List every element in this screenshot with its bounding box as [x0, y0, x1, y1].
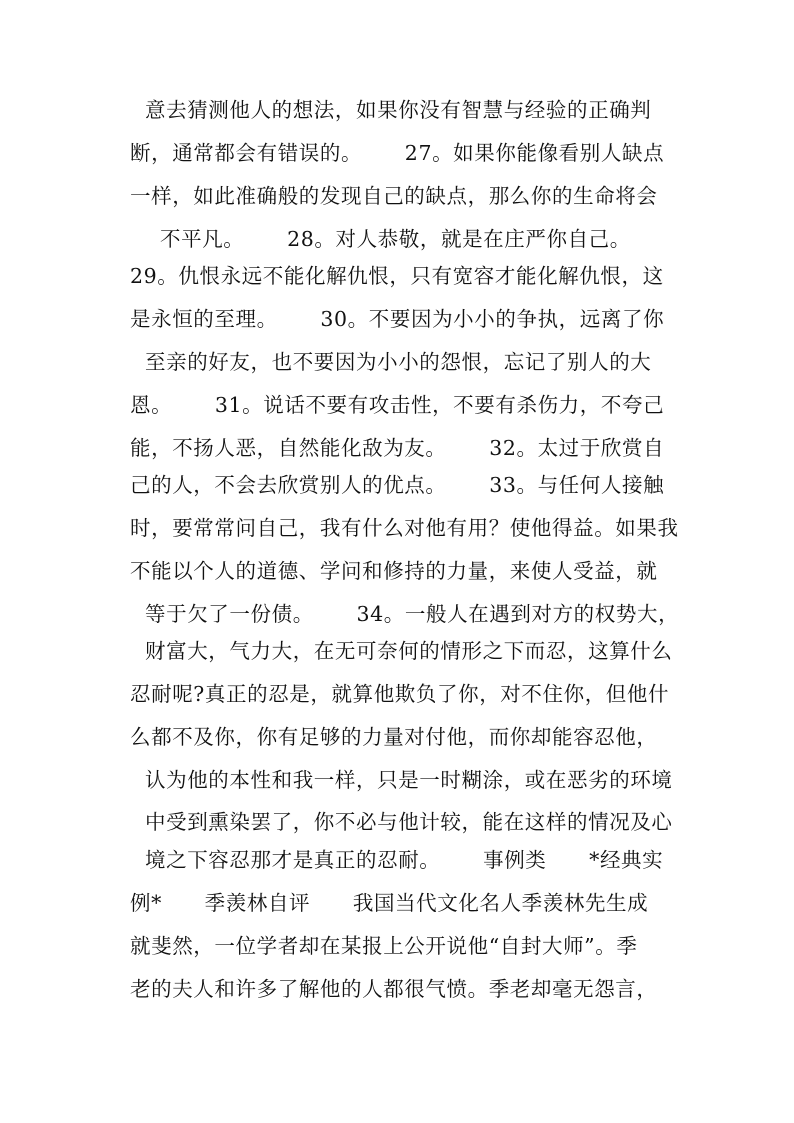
text-line: 能，不扬人恶，自然能化敌为友。 32。太过于欣赏自	[130, 436, 665, 460]
text-line: 至亲的好友，也不要因为小小的怨恨，忘记了别人的大	[145, 350, 652, 374]
text-line: 时，要常常问自己，我有什么对他有用？使他得益。如果我	[130, 516, 679, 540]
text-line: 忍耐呢?真正的忍是，就算他欺负了你，对不住你，但他什	[130, 682, 670, 706]
text-line: 己的人，不会去欣赏别人的优点。 33。与任何人接触	[130, 473, 665, 497]
text-line: 中受到熏染罢了，你不必与他计较，能在这样的情况及心	[145, 810, 673, 834]
text-line: 断，通常都会有错误的。 27。如果你能像看别人缺点	[130, 141, 665, 165]
text-line: 就斐然，一位学者却在某报上公开说他“自封大师”。季	[130, 934, 638, 958]
text-line: 境之下容忍那才是真正的忍耐。 事例类 *经典实	[145, 848, 664, 872]
text-line: 老的夫人和许多了解他的人都很气愤。季老却毫无怨言，	[130, 977, 658, 1001]
text-line: 是永恒的至理。 30。不要因为小小的争执，远离了你	[130, 307, 665, 331]
text-line: 不平凡。 28。对人恭敬，就是在庄严你自己。	[160, 227, 631, 251]
text-line: 么都不及你，你有足够的力量对付他，而你却能容忍他，	[130, 725, 658, 749]
text-line: 一样，如此准确般的发现自己的缺点，那么你的生命将会	[130, 184, 658, 208]
text-line: 财富大，气力大，在无可奈何的情形之下而忍，这算什么	[145, 639, 673, 663]
text-line: 恩。 31。说话不要有攻击性，不要有杀伤力，不夸己	[130, 393, 665, 417]
text-line: 例* 季羡林自评 我国当代文化名人季羡林先生成	[130, 891, 649, 915]
text-line: 29。仇恨永远不能化解仇恨，只有宽容才能化解仇恨，这	[130, 264, 664, 288]
text-line: 等于欠了一份债。 34。一般人在遇到对方的权势大，	[145, 602, 680, 626]
text-line: 不能以个人的道德、学问和修持的力量，来使人受益，就	[130, 559, 658, 583]
text-line: 认为他的本性和我一样，只是一时糊涂，或在恶劣的环境	[145, 768, 673, 792]
text-line: 意去猜测他人的想法，如果你没有智慧与经验的正确判	[145, 98, 652, 122]
